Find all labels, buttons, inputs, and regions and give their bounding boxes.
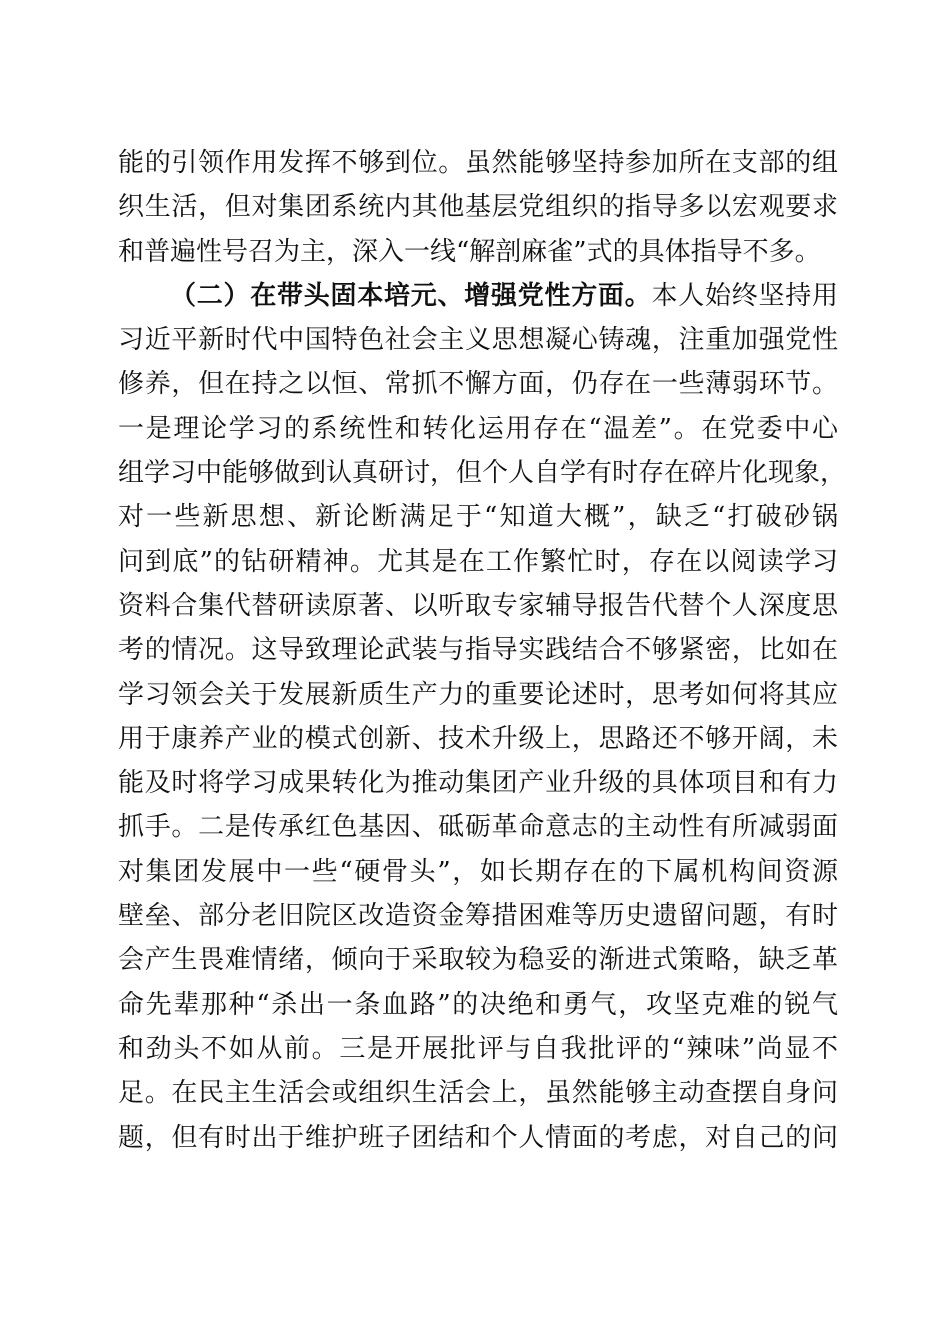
text-line: 用于康养产业的模式创新、技术升级上，思路还不够开阔，未	[118, 723, 838, 754]
text-line: 会产生畏难情绪，倾向于采取较为稳妥的渐进式策略，缺乏革	[118, 945, 838, 976]
text-line: 能及时将学习成果转化为推动集团产业升级的具体项目和有力	[118, 768, 838, 799]
text-line: 组学习中能够做到认真研讨，但个人自学有时存在碎片化现象，	[118, 458, 847, 489]
text-line: 对一些新思想、新论断满足于“知道大概”，缺乏“打破砂锅	[118, 502, 838, 533]
text-line: 抓手。二是传承红色基因、砥砺革命意志的主动性有所减弱面	[118, 812, 838, 843]
text-line: 织生活，但对集团系统内其他基层党组织的指导多以宏观要求	[118, 192, 838, 223]
text-line: 资料合集代替研读原著、以听取专家辅导报告代替个人深度思	[118, 590, 838, 621]
text-line: 命先辈那种“杀出一条血路”的决绝和勇气，攻坚克难的锐气	[118, 989, 838, 1020]
text-line: 和劲头不如从前。三是开展批评与自我批评的“辣味”尚显不	[118, 1033, 838, 1064]
text-line: 和普遍性号召为主，深入一线“解剖麻雀”式的具体指导不多。	[118, 236, 821, 267]
text-line: 题，但有时出于维护班子团结和个人情面的考虑，对自己的问	[118, 1122, 838, 1153]
text-line: 考的情况。这导致理论武装与指导实践结合不够紧密，比如在	[118, 635, 838, 666]
text-run: 本人始终坚持用	[651, 280, 838, 311]
text-line: 足。在民主生活会或组织生活会上，虽然能够主动查摆自身问	[118, 1078, 838, 1109]
text-line: 一是理论学习的系统性和转化运用存在“温差”。在党委中心	[118, 413, 838, 444]
text-line: 修养，但在持之以恒、常抓不懈方面，仍存在一些薄弱环节。	[118, 369, 838, 400]
text-line: 习近平新时代中国特色社会主义思想凝心铸魂，注重加强党性	[118, 325, 838, 356]
text-line: 学习领会关于发展新质生产力的重要论述时，思考如何将其应	[118, 679, 838, 710]
text-line: 问到底”的钻研精神。尤其是在工作繁忙时，存在以阅读学习	[118, 546, 838, 577]
text-line: 壁垒、部分老旧院区改造资金筹措困难等历史遗留问题，有时	[118, 901, 838, 932]
document-body	[118, 141, 847, 1160]
text-line: 能的引领作用发挥不够到位。虽然能够坚持参加所在支部的组	[118, 148, 838, 178]
section-heading: （二）在带头固本培元、增强党性方面。	[170, 280, 652, 311]
text-line: 对集团发展中一些“硬骨头”，如长期存在的下属机构间资源	[118, 856, 838, 887]
section-heading-line	[118, 274, 838, 318]
